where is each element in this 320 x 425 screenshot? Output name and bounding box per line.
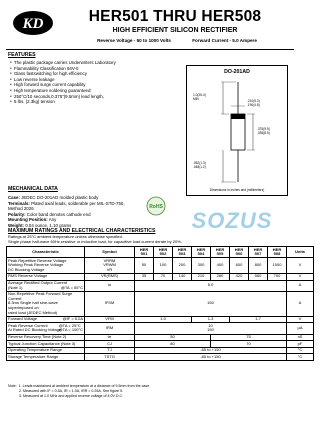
table-row	[7, 347, 314, 354]
characteristic-cell: Peak Reverse Current At Rated DC Blocking Voltage @TA = 25°C @TA = 100°C	[8, 322, 83, 333]
symbol-cell: VR(RMS)	[85, 273, 135, 280]
unit-cell: nS	[287, 334, 314, 341]
rohs-icon	[146, 196, 166, 216]
value-cell: -65 to +150	[135, 354, 287, 361]
svg-text:MIN: MIN	[193, 97, 199, 101]
value-cell: 150	[135, 291, 287, 316]
unit-cell: A	[287, 291, 314, 316]
mechanical-line: Weight: 0.04 ounce, 1.10 grams	[8, 222, 72, 228]
value-cell: 5.0	[135, 280, 287, 291]
condition-text: @TA = 55°C	[60, 284, 83, 290]
header-part-number: HER 508	[268, 247, 287, 258]
dimension-label: .048(1.2)	[193, 165, 206, 169]
condition-text: @IF = 5.0A	[62, 316, 83, 322]
symbol-cell: VRRM VRWM VR	[85, 258, 135, 274]
diode-outline-drawing	[187, 78, 289, 186]
characteristic-cell: Peak Repetitive Reverse Voltage Working Peak Reverse Voltage DC Blocking Voltage	[7, 258, 85, 274]
characteristic-cell: Non-Repetitive Peak Forward Surge Current 8.3ms Single half sine-wave superimposed on rated load (JEDEC Method)	[7, 291, 85, 316]
feature-item: ● 250°C/10 seconds,0.375"(9.5mm) lead length,	[10, 94, 150, 100]
header-part-number: HER 502	[154, 247, 173, 258]
characteristic-cell: Typical Junction Capacitance (Note 3)	[7, 341, 85, 348]
footnotes	[8, 384, 149, 399]
header-part-number: HER 501	[135, 247, 154, 258]
value-cell: 50	[135, 334, 211, 341]
package-title: DO-201AD	[224, 69, 250, 75]
features-heading: FEATURES	[8, 52, 36, 58]
feature-item: ● High forward surge current capability	[10, 82, 150, 88]
value-cell: 80	[135, 341, 211, 348]
characteristic-cell: Reverse Recovery Time (Note 2)	[7, 334, 85, 341]
mechanical-data-list	[8, 195, 168, 229]
table-row	[7, 341, 314, 348]
unit-cell: V	[287, 273, 314, 280]
table-row	[7, 354, 314, 361]
value-cell: 70	[211, 341, 287, 348]
header-symbol: Symbol	[85, 247, 135, 258]
value-cell: 50	[135, 258, 154, 274]
dimension-label: 1.0(25.4)	[193, 93, 206, 97]
forward-current-text: Forward Current - 5.0 Ampere	[192, 38, 257, 43]
table-row	[7, 273, 314, 280]
footnote-line: 3. Measured at 1.0 MHz and applied reverse voltage of 4.0V D.C.	[8, 394, 124, 398]
ratings-note-1: Ratings at 25°C ambient temperature unless otherwise specified.	[8, 234, 123, 239]
rating-line	[62, 38, 292, 43]
value-cell: 70	[154, 273, 173, 280]
symbol-cell: IRM	[85, 323, 135, 334]
feature-item: ● The plastic package carries Underwriters Laboratory	[10, 60, 150, 66]
value-cell: 1.3	[192, 316, 230, 323]
value-cell: 420	[230, 273, 249, 280]
value-cell: 280	[211, 273, 230, 280]
svg-text:KD: KD	[22, 16, 44, 32]
mechanical-line: Mounting Position: Any	[8, 217, 57, 223]
symbol-cell: CJ	[85, 341, 135, 348]
mechanical-line: Case: JEDEC DO-201AD molded plastic body	[8, 195, 99, 200]
characteristic-cell: Storage Temperature Range	[7, 354, 85, 361]
value-cell: 10 150	[135, 323, 287, 334]
page-subtitle: HIGH EFFICIENT SILICON RECTIFIER	[112, 27, 238, 34]
mechanical-line: Method 2026	[8, 206, 34, 212]
features-list	[10, 60, 150, 105]
table-header-row	[7, 247, 314, 258]
value-cell: 800	[249, 258, 268, 274]
kd-logo	[12, 10, 54, 36]
characteristic-cell: Average Rectified Output Current (Note 1) @TA = 55°C	[8, 280, 83, 290]
header-characteristic: Characteristic	[7, 247, 85, 258]
symbol-cell: TJ	[85, 347, 135, 354]
unit-cell: °C	[287, 354, 314, 361]
value-cell: 140	[173, 273, 192, 280]
value-cell: 100	[154, 258, 173, 274]
mechanical-line: Terminals: Plated axial leads, solderable per MIL-STD-750,	[8, 200, 125, 206]
table-row	[7, 258, 314, 274]
header-part-number: HER 507	[249, 247, 268, 258]
max-ratings-heading: MAXIMUM RATINGS AND ELECTRICAL CHARACTERISTICS	[8, 228, 156, 234]
header-part-number: HER 503	[173, 247, 192, 258]
table-row	[7, 291, 314, 316]
table-row	[7, 334, 314, 341]
characteristic-cell: Forward Voltage @IF = 5.0A	[8, 316, 83, 322]
dimension-label: .335(8.5)	[257, 131, 270, 135]
value-cell: 1.0	[135, 316, 192, 323]
dimension-label: .375(9.5)	[257, 127, 270, 131]
watermark: SOZUS	[191, 208, 273, 233]
unit-cell: µA	[287, 323, 314, 334]
unit-cell: °C	[287, 347, 314, 354]
value-cell: 400	[211, 258, 230, 274]
value-cell: 560	[249, 273, 268, 280]
table-row	[7, 323, 314, 334]
value-cell: 200	[173, 258, 192, 274]
unit-cell: pF	[287, 341, 314, 348]
header-part-number: HER 506	[230, 247, 249, 258]
reverse-voltage-text: Reverse Voltage - 50 to 1000 Volts	[97, 38, 171, 43]
symbol-cell: VFM	[85, 316, 135, 323]
value-cell: 1000	[268, 258, 287, 274]
page-title: HER501 THRU HER508	[88, 8, 262, 25]
header-part-number: HER 504	[192, 247, 211, 258]
condition-text: @TA = 25°C @TA = 100°C	[58, 322, 83, 333]
mechanical-line: Polarity: Color band denotes cathode end	[8, 211, 91, 217]
package-drawing	[186, 65, 288, 196]
value-cell: 75	[211, 334, 287, 341]
characteristics-table	[6, 246, 314, 361]
table-row	[7, 280, 314, 291]
ratings-note-2: Single phase half-wave 60Hz,resistive or inductive load, for capacitive load current derate by 20%.	[8, 239, 182, 244]
mechanical-heading: MECHANICAL DATA	[8, 186, 58, 192]
footnote-line: Note: 1. Leads maintained at ambient temperature at a distance of 9.5mm from the case	[8, 384, 150, 388]
value-cell: 300	[192, 258, 211, 274]
unit-cell: V	[287, 258, 314, 274]
feature-item: ● Low reverse leakage	[10, 77, 150, 83]
characteristic-cell: Operating Temperature Range	[7, 347, 85, 354]
svg-text:RoHS: RoHS	[149, 204, 163, 210]
package-dimensions-note: Dimensions in inches and (millimeters)	[209, 188, 265, 192]
value-cell: 1.7	[230, 316, 287, 323]
unit-cell: A	[287, 280, 314, 291]
feature-item: ● Glass fastswitching for high efficiency	[10, 71, 150, 77]
feature-item: ● 5 lbs. (2.3kg) tension	[10, 99, 150, 105]
symbol-cell: TSTG	[85, 354, 135, 361]
symbol-cell: IFSM	[85, 291, 135, 316]
symbol-cell: Io	[85, 280, 135, 291]
header-part-number: HER 505	[211, 247, 230, 258]
unit-cell: V	[287, 316, 314, 323]
value-cell: 210	[192, 273, 211, 280]
header-divider	[6, 49, 294, 50]
feature-item: ● Flammability Classification 94V-0	[10, 66, 150, 72]
characteristic-cell: RMS Reverse Voltage	[7, 273, 85, 280]
footnote-line: 2. Measured with IF = 0.5A, IR = 1.0A, IRR = 0.25A. See figure 5.	[8, 389, 124, 393]
header-units: Units	[287, 247, 314, 258]
value-cell: 700	[268, 273, 287, 280]
table-row	[7, 316, 314, 323]
dimension-label: .052(1.3)	[193, 161, 206, 165]
value-cell: -65 to +150	[135, 347, 287, 354]
dimension-label: .210(5.3)	[247, 99, 260, 103]
feature-item: ● High temperature soldering guaranteed:	[10, 88, 150, 94]
symbol-cell: trr	[85, 334, 135, 341]
value-cell: 600	[230, 258, 249, 274]
value-cell: 35	[135, 273, 154, 280]
dimension-label: .190(4.8)	[247, 103, 260, 107]
